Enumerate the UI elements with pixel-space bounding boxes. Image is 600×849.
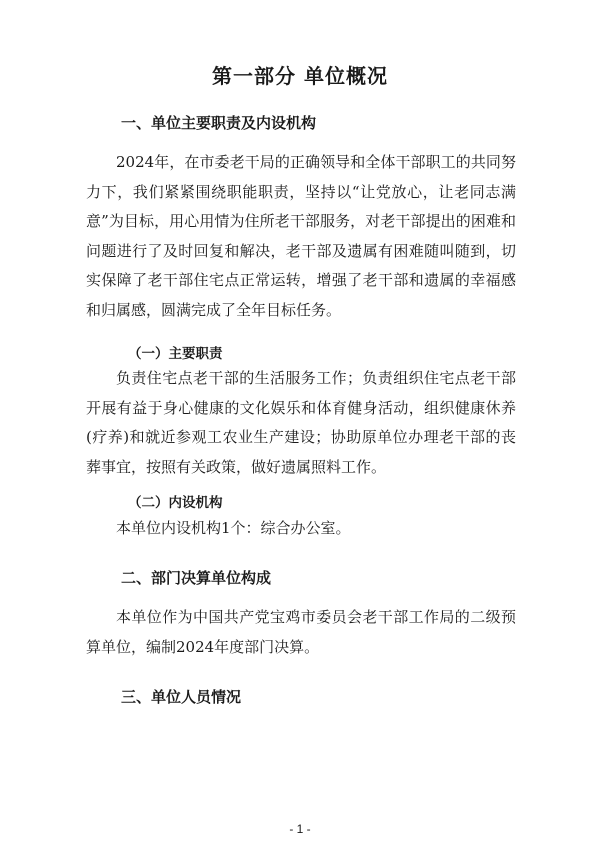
- composition-paragraph: 本单位作为中国共产党宝鸡市委员会老干部工作局的二级预算单位，编制2024年度部门决算。: [86, 608, 516, 656]
- main-duties-paragraph: 负责住宅点老干部的生活服务工作；负责组织住宅点老干部开展有益于身心健康的文化娱乐和体育健身活动，组织健康休养(疗养)和就近参观工农业生产建设；协助原单位办理老干部的丧葬事宜，按照有关政策，做好遗属照料工作。: [86, 369, 516, 476]
- subsection-heading-main-duties: （一）主要职责: [128, 346, 223, 362]
- page-title: 第一部分 单位概况: [212, 64, 388, 88]
- section-heading-duties: 一、单位主要职责及内设机构: [121, 114, 317, 132]
- section-intro-paragraph: 2024年，在市委老干局的正确领导和全体干部职工的共同努力下，我们紧紧围绕职能职责，坚持以“让党放心，让老同志满意”为目标，用心用情为住所老干部服务，对老干部提出的困难和问题进行了及时回复和解决，老干部及遗属有困难随叫随到，切实保障了老干部住宅点正常运转，增强了老干部和遗属的幸福感和归属感，圆满完成了全年目标任务。: [86, 153, 516, 319]
- page-number: - 1 -: [289, 822, 311, 836]
- subsection-heading-internal-org: （二）内设机构: [128, 495, 223, 511]
- section-heading-staff: 三、单位人员情况: [121, 688, 242, 706]
- section-heading-composition: 二、部门决算单位构成: [121, 569, 272, 587]
- internal-org-paragraph: 本单位内设机构1个：综合办公室。: [116, 519, 351, 537]
